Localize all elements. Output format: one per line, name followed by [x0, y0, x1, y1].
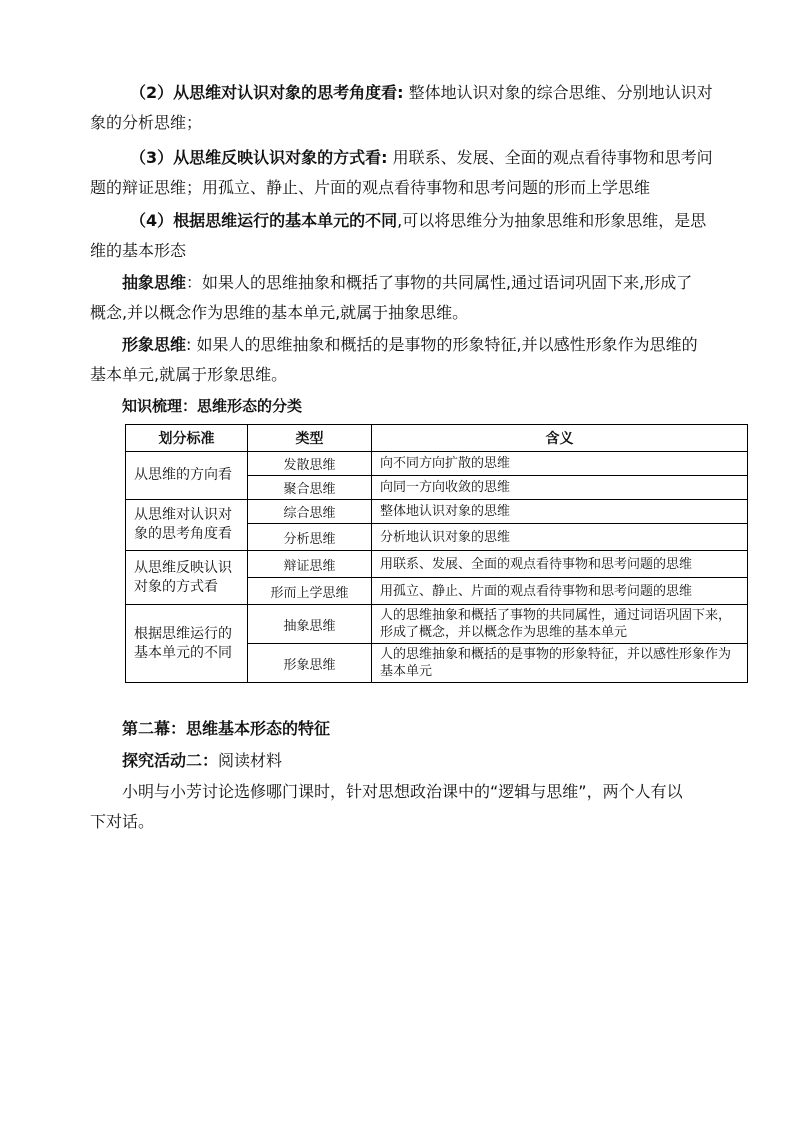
- image-thinking-text: : 如果人的思维抽象和概括的是事物的形象特征,并以感性形象作为思维的: [186, 335, 698, 354]
- meaning-cell: 整体地认识对象的思维: [372, 500, 748, 524]
- basis-cell: 从思维反映认识对象的方式看: [126, 551, 248, 605]
- table-title: 知识梳理：思维形态的分类: [122, 397, 303, 415]
- abstract-thinking-line-1: [122, 270, 692, 293]
- paragraph-4-line-2: 维的基本形态: [90, 241, 187, 260]
- type-cell: 发散思维: [248, 452, 372, 476]
- meaning-cell: 用联系、发展、全面的观点看待事物和思考问题的思维: [372, 551, 748, 578]
- table-header-row: [126, 425, 748, 452]
- paragraph-2-line-2: 象的分析思维；: [90, 113, 203, 132]
- thinking-forms-table: [125, 424, 748, 683]
- image-thinking-line-1: [122, 332, 698, 355]
- meaning-cell: 用孤立、静止、片面的观点看待事物和思考问题的思维: [372, 578, 748, 605]
- type-cell: 聚合思维: [248, 476, 372, 500]
- section-title: 第二幕：思维基本形态的特征: [122, 719, 331, 738]
- paragraph-3-label: （3）从思维反映认识对象的方式看:: [130, 148, 388, 167]
- table-row: [126, 452, 748, 476]
- meaning-cell: 人的思维抽象和概括了事物的共同属性，通过词语巩固下来，形成了概念，并以概念作为思维的基本单元: [372, 605, 748, 644]
- type-cell: 综合思维: [248, 500, 372, 524]
- paragraph-2-line-1: [130, 80, 713, 103]
- meaning-cell: 分析地认识对象的思维: [372, 524, 748, 551]
- type-cell: 形而上学思维: [248, 578, 372, 605]
- image-thinking-label: 形象思维: [122, 335, 187, 354]
- dialogue-intro-line-1: 小明与小芳讨论选修哪门课时，针对思想政治课中的“逻辑与思维”，两个人有以: [122, 782, 683, 801]
- type-cell: 辩证思维: [248, 551, 372, 578]
- type-cell: 分析思维: [248, 524, 372, 551]
- basis-cell: 从思维对认识对象的思考角度看: [126, 500, 248, 551]
- dialogue-intro-line-2: 下对话。: [90, 812, 155, 831]
- meaning-cell: 人的思维抽象和概括的是事物的形象特征，并以感性形象作为基本单元: [372, 644, 748, 683]
- abstract-thinking-text: ：如果人的思维抽象和概括了事物的共同属性,通过语词巩固下来,形成了: [186, 273, 693, 292]
- activity-label: 探究活动二：: [122, 751, 219, 770]
- basis-cell: 根据思维运行的基本单元的不同: [126, 605, 248, 683]
- table-row: [126, 605, 748, 644]
- paragraph-3-line-1: [130, 145, 713, 168]
- type-cell: 抽象思维: [248, 605, 372, 644]
- basis-cell: 从思维的方向看: [126, 452, 248, 500]
- activity-line: [122, 748, 282, 771]
- paragraph-4-label: （4）根据思维运行的基本单元的不同: [130, 211, 398, 230]
- table-row: [126, 551, 748, 578]
- header-meaning: 含义: [372, 425, 748, 452]
- paragraph-3-line-2: 题的辩证思维；用孤立、静止、片面的观点看待事物和思考问题的形而上学思维: [90, 178, 651, 197]
- image-thinking-line-2: 基本单元,就属于形象思维。: [90, 365, 288, 384]
- table-row: [126, 500, 748, 524]
- type-cell: 形象思维: [248, 644, 372, 683]
- abstract-thinking-label: 抽象思维: [122, 273, 187, 292]
- paragraph-4-line-1: [130, 208, 706, 231]
- paragraph-2-text: 整体地认识对象的综合思维、分别地认识对: [403, 83, 713, 102]
- paragraph-3-text: 用联系、发展、全面的观点看待事物和思考问: [387, 148, 713, 167]
- paragraph-2-label: （2）从思维对认识对象的思考角度看:: [130, 83, 404, 102]
- abstract-thinking-line-2: 概念,并以概念作为思维的基本单元,就属于抽象思维。: [90, 303, 469, 322]
- meaning-cell: 向同一方向收敛的思维: [372, 476, 748, 500]
- header-type: 类型: [248, 425, 372, 452]
- activity-text: 阅读材料: [218, 751, 283, 770]
- paragraph-4-text: ,可以将思维分为抽象思维和形象思维，是思: [397, 211, 707, 230]
- meaning-cell: 向不同方向扩散的思维: [372, 452, 748, 476]
- header-basis: 划分标准: [126, 425, 248, 452]
